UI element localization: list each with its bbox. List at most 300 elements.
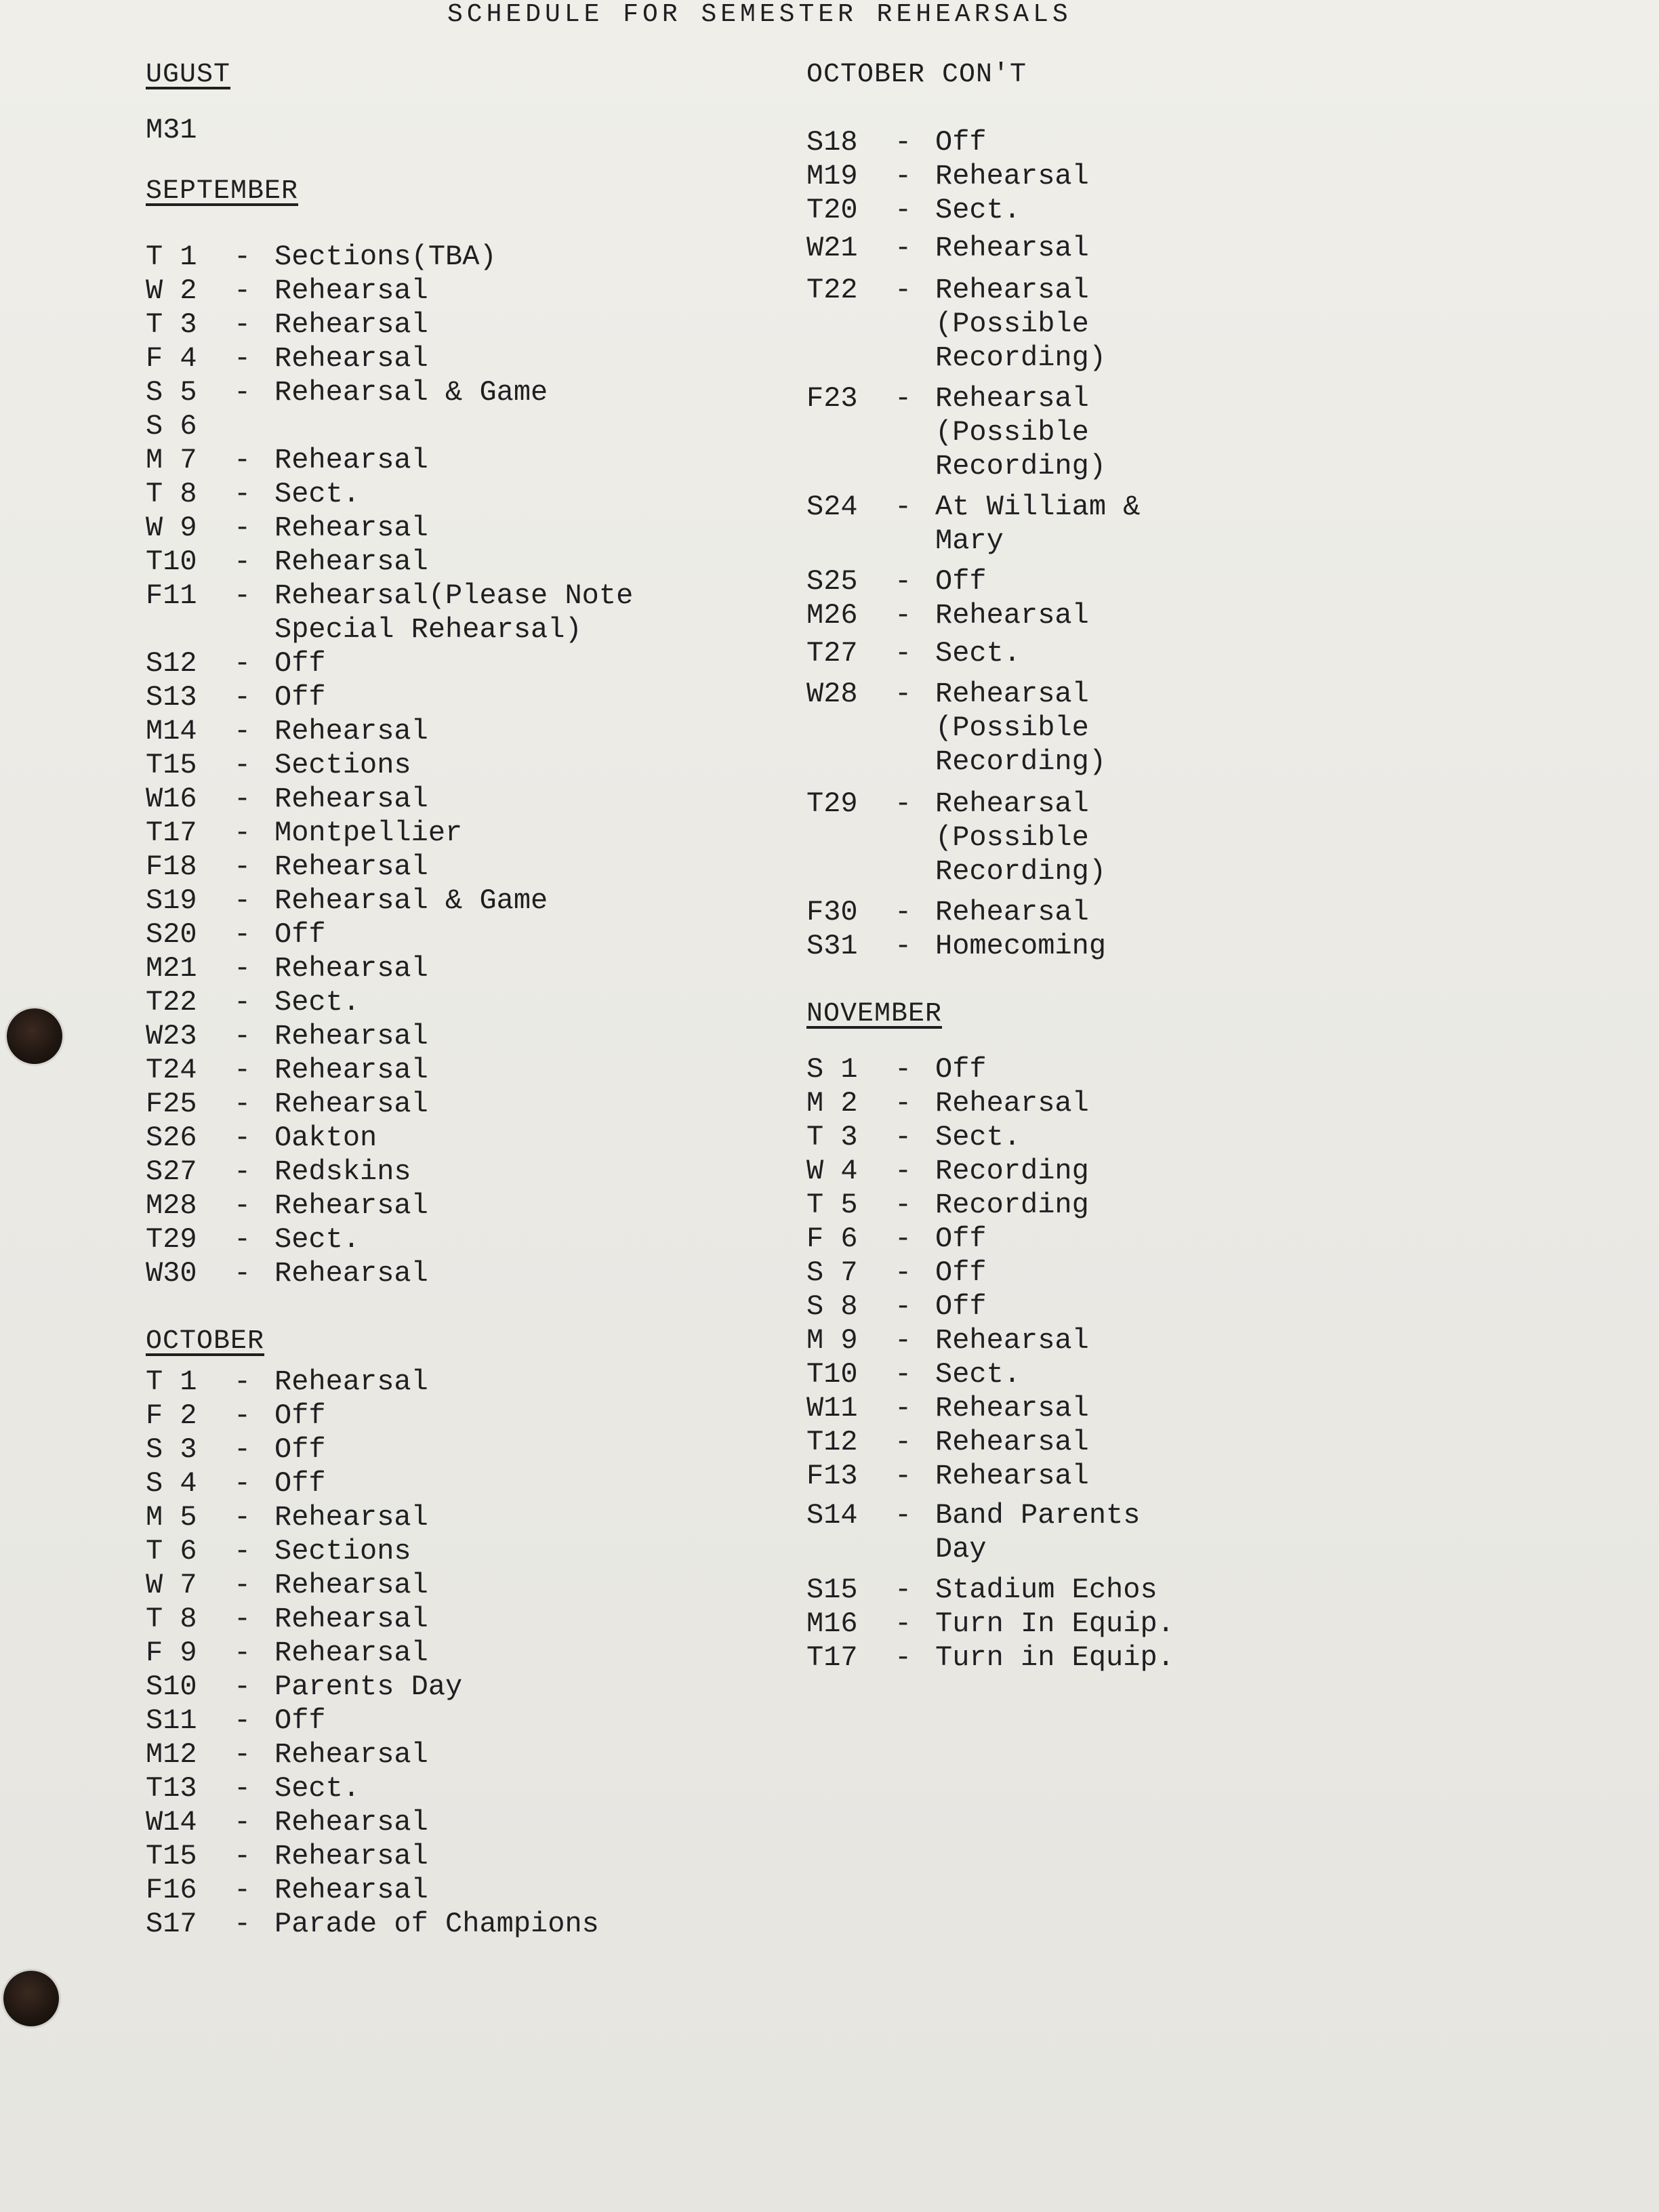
entry-activity: Sect. (935, 194, 1021, 226)
entry-day: T15 (146, 749, 197, 781)
entry-activity: Turn In Equip. (935, 1607, 1174, 1640)
entry-activity: Off (935, 565, 987, 598)
entry-dash: - (895, 1121, 912, 1153)
entry-dash: - (234, 783, 251, 815)
entry-dash: - (234, 1704, 251, 1737)
entry-day: M14 (146, 715, 197, 747)
schedule-entry (806, 1154, 1174, 1188)
entry-activity: Rehearsal (274, 1020, 428, 1052)
entry-day: T 8 (146, 1603, 197, 1635)
entry-dash: - (895, 1499, 912, 1532)
entry-activity: At William & Mary (935, 491, 1141, 557)
schedule-entry (806, 490, 1174, 558)
entry-day: S 1 (806, 1053, 858, 1086)
entry-day: S12 (146, 647, 197, 680)
left-column (146, 58, 633, 1941)
entry-dash: - (234, 444, 251, 476)
entry-activity: Band Parents Day (935, 1499, 1141, 1565)
entry-dash: - (895, 1155, 912, 1187)
schedule-section (146, 58, 633, 147)
entry-dash: - (895, 491, 912, 523)
entry-activity: Rehearsal (274, 1088, 428, 1120)
schedule-entry (146, 1602, 633, 1636)
entry-dash: - (234, 1603, 251, 1635)
entry-day: T22 (146, 986, 197, 1019)
entry-day: W16 (146, 783, 197, 815)
schedule-entry (146, 477, 633, 511)
entry-activity: Sect. (274, 478, 361, 510)
entry-day: S 4 (146, 1467, 197, 1500)
entry-dash: - (234, 1840, 251, 1872)
schedule-section (806, 997, 1174, 1675)
entry-dash: - (895, 1053, 912, 1086)
entry-activity: Rehearsal (935, 1392, 1089, 1425)
entry-day: W30 (146, 1257, 197, 1290)
schedule-entry (146, 545, 633, 579)
entry-dash: - (234, 1223, 251, 1256)
entry-activity: Off (935, 1223, 987, 1255)
entry-day: S24 (806, 491, 858, 523)
entry-dash: - (234, 1637, 251, 1669)
entry-activity: Rehearsal(Please Note Special Rehearsal) (274, 579, 634, 646)
schedule-entry (146, 1738, 633, 1771)
entry-day: T13 (146, 1772, 197, 1805)
entry-day: F30 (806, 896, 858, 928)
schedule-entry (146, 951, 633, 985)
entry-dash: - (895, 896, 912, 928)
schedule-entry (806, 1607, 1174, 1641)
entry-dash: - (234, 478, 251, 510)
entry-day: W 9 (146, 512, 197, 544)
schedule-entry (146, 1670, 633, 1704)
entry-dash: - (895, 126, 912, 159)
schedule-entry (146, 1155, 633, 1189)
entry-day: T 1 (146, 1366, 197, 1398)
entry-activity: Sections (274, 1535, 411, 1568)
schedule-entry (146, 1500, 633, 1534)
entry-day: F18 (146, 851, 197, 883)
schedule-entry (146, 884, 633, 918)
schedule-entry (146, 816, 633, 850)
entry-day: F 9 (146, 1637, 197, 1669)
entry-activity: Rehearsal (935, 1324, 1089, 1357)
entry-dash: - (234, 1054, 251, 1086)
entry-day: S27 (146, 1155, 197, 1188)
entry-day: S15 (806, 1574, 858, 1606)
entry-dash: - (234, 1467, 251, 1500)
schedule-entry (146, 1568, 633, 1602)
entry-day: F25 (146, 1088, 197, 1120)
schedule-entry (146, 1467, 633, 1500)
schedule-entry (146, 714, 633, 748)
schedule-entry (806, 125, 1174, 159)
entry-day: S11 (146, 1704, 197, 1737)
entry-day: F 4 (146, 342, 197, 375)
entry-dash: - (234, 1501, 251, 1534)
schedule-entry (806, 1188, 1174, 1222)
schedule-entry (146, 1399, 633, 1433)
entry-activity: Homecoming (935, 930, 1107, 962)
entry-dash: - (895, 930, 912, 962)
entry-activity: Off (935, 1290, 987, 1323)
schedule-entry (146, 918, 633, 951)
entry-activity: Rehearsal (274, 512, 428, 544)
entry-activity: Rehearsal (935, 896, 1089, 928)
schedule-entry (146, 1704, 633, 1738)
entry-day: T10 (146, 546, 197, 578)
entry-dash: - (234, 342, 251, 375)
entry-day: T22 (806, 274, 858, 306)
entry-dash: - (234, 681, 251, 714)
entry-activity: Sect. (935, 637, 1021, 670)
schedule-section (146, 174, 633, 1290)
entry-day: F16 (146, 1874, 197, 1906)
entry-activity: Off (274, 1433, 326, 1466)
schedule-entry (146, 1053, 633, 1087)
entry-day: S17 (146, 1908, 197, 1940)
schedule-entry (146, 1433, 633, 1467)
entry-day: T 3 (146, 308, 197, 341)
entry-activity: Rehearsal (935, 1460, 1089, 1492)
entry-activity: Rehearsal (274, 1569, 428, 1601)
schedule-entry (146, 511, 633, 545)
entry-activity: Off (935, 1053, 987, 1086)
entry-dash: - (895, 274, 912, 306)
entry-activity: Rehearsal (274, 952, 428, 985)
entry-activity: Rehearsal (274, 1501, 428, 1534)
entry-activity: Parents Day (274, 1671, 463, 1703)
schedule-entry (146, 1805, 633, 1839)
schedule-entry (146, 274, 633, 308)
entry-activity: Rehearsal (935, 1426, 1089, 1458)
schedule-entry (806, 1222, 1174, 1256)
entry-day: M 9 (806, 1324, 858, 1357)
entry-day: S10 (146, 1671, 197, 1703)
entry-activity: Rehearsal (Possible Recording) (935, 787, 1107, 888)
entry-day: T 6 (146, 1535, 197, 1568)
entry-dash: - (895, 1189, 912, 1221)
entry-activity: Rehearsal (Possible Recording) (935, 274, 1107, 374)
entry-day: T 8 (146, 478, 197, 510)
schedule-section (146, 1324, 633, 1941)
entry-dash: - (234, 1122, 251, 1154)
entry-activity: Rehearsal (935, 232, 1089, 264)
entry-dash: - (234, 647, 251, 680)
entry-dash: - (234, 1874, 251, 1906)
entry-activity: Rehearsal (935, 599, 1089, 632)
schedule-entry (146, 342, 633, 375)
entry-day: T20 (806, 194, 858, 226)
entry-day: F 6 (806, 1223, 858, 1255)
entry-day: W 2 (146, 274, 197, 307)
entry-dash: - (234, 1738, 251, 1771)
entry-day: T 1 (146, 241, 197, 273)
entry-dash: - (234, 1908, 251, 1940)
schedule-entry (146, 1534, 633, 1568)
schedule-entry (146, 1839, 633, 1873)
schedule-entry (806, 677, 1174, 779)
entry-day: F11 (146, 579, 197, 612)
entry-activity: Off (935, 126, 987, 159)
entry-activity: Sect. (935, 1358, 1021, 1391)
schedule-entry (806, 1641, 1174, 1675)
schedule-entry (146, 240, 633, 274)
schedule-entry (146, 1087, 633, 1121)
entry-day: S26 (146, 1122, 197, 1154)
entry-day: W14 (146, 1806, 197, 1839)
punch-hole-upper (7, 1008, 62, 1064)
entry-dash: - (895, 1607, 912, 1640)
schedule-entry (146, 1121, 633, 1155)
entry-day: M 7 (146, 444, 197, 476)
entry-day: S 6 (146, 410, 197, 443)
entry-day: W23 (146, 1020, 197, 1052)
entry-activity: Recording (935, 1189, 1089, 1221)
schedule-entry (806, 1052, 1174, 1086)
entry-activity: Rehearsal (274, 1603, 428, 1635)
entry-dash: - (895, 1087, 912, 1120)
entry-day: M 5 (146, 1501, 197, 1534)
entry-dash: - (895, 1460, 912, 1492)
schedule-entry (146, 1873, 633, 1907)
section-heading: OCTOBER (146, 1326, 265, 1357)
schedule-entry (806, 1357, 1174, 1391)
entry-activity: Rehearsal (274, 1874, 428, 1906)
entry-day: T29 (146, 1223, 197, 1256)
schedule-entry (146, 1365, 633, 1399)
schedule-entry (146, 1019, 633, 1053)
entry-day: S31 (806, 930, 858, 962)
entry-activity: Rehearsal (274, 274, 428, 307)
schedule-entry (146, 1771, 633, 1805)
section-heading: OCTOBER CON'T (806, 60, 1027, 90)
entry-activity: Off (274, 1399, 326, 1432)
entry-dash: - (234, 952, 251, 985)
entry-dash: - (895, 160, 912, 192)
entry-activity: Sect. (274, 1772, 361, 1805)
entry-dash: - (234, 1535, 251, 1568)
entry-activity: Sect. (274, 1223, 361, 1256)
schedule-entry (146, 1256, 633, 1290)
entry-dash: - (234, 986, 251, 1019)
entry-activity: Rehearsal (274, 1257, 428, 1290)
schedule-entry (806, 382, 1174, 483)
schedule-entry (806, 565, 1174, 598)
entry-activity: Rehearsal (935, 1087, 1089, 1120)
schedule-entry (806, 273, 1174, 375)
entry-dash: - (234, 817, 251, 849)
entry-day: T17 (806, 1641, 858, 1674)
schedule-entry (806, 895, 1174, 929)
entry-dash: - (234, 1366, 251, 1398)
entry-dash: - (234, 1189, 251, 1222)
entry-dash: - (895, 1324, 912, 1357)
entry-dash: - (234, 1257, 251, 1290)
entry-day: T 3 (806, 1121, 858, 1153)
entry-activity: Rehearsal (274, 851, 428, 883)
schedule-entry (146, 850, 633, 884)
entry-dash: - (234, 1772, 251, 1805)
entry-activity: Sections (274, 749, 411, 781)
entry-activity: Parade of Champions (274, 1908, 599, 1940)
entry-day: S 3 (146, 1433, 197, 1466)
schedule-entry (146, 1907, 633, 1941)
schedule-entry (146, 680, 633, 714)
entry-day: W21 (806, 232, 858, 264)
section-heading: SEPTEMBER (146, 176, 299, 207)
entry-activity: Rehearsal (274, 1637, 428, 1669)
entry-dash: - (234, 1155, 251, 1188)
entry-dash: - (895, 787, 912, 820)
entry-activity: Rehearsal (274, 444, 428, 476)
entry-activity: Montpellier (274, 817, 463, 849)
entry-day: S25 (806, 565, 858, 598)
schedule-entry (146, 647, 633, 680)
schedule-entry (806, 1324, 1174, 1357)
schedule-entry (806, 1120, 1174, 1154)
entry-dash: - (895, 1358, 912, 1391)
entry-activity: Redskins (274, 1155, 411, 1188)
entry-dash: - (234, 512, 251, 544)
entry-activity: Off (274, 1467, 326, 1500)
entry-dash: - (234, 1433, 251, 1466)
entry-activity: Rehearsal (274, 308, 428, 341)
entry-day: F 2 (146, 1399, 197, 1432)
schedule-entry (806, 1459, 1174, 1493)
schedule-entry (146, 985, 633, 1019)
entry-day: S14 (806, 1499, 858, 1532)
entry-dash: - (895, 382, 912, 415)
entry-dash: - (895, 599, 912, 632)
entry-day: T 5 (806, 1189, 858, 1221)
entry-activity: Off (274, 681, 326, 714)
entry-dash: - (234, 851, 251, 883)
entry-day: M31 (146, 114, 197, 146)
entry-day: T12 (806, 1426, 858, 1458)
entry-day: W28 (806, 678, 858, 710)
entry-day: S 8 (806, 1290, 858, 1323)
entry-activity: Rehearsal (274, 1840, 428, 1872)
schedule-entry (806, 1391, 1174, 1425)
entry-day: S 5 (146, 376, 197, 409)
section-heading: NOVEMBER (806, 999, 943, 1029)
entry-dash: - (895, 637, 912, 670)
page-title: SCHEDULE FOR SEMESTER REHEARSALS (447, 0, 1072, 29)
schedule-entry (146, 1223, 633, 1256)
entry-activity: Rehearsal (274, 1806, 428, 1839)
entry-dash: - (234, 918, 251, 951)
entry-activity: Stadium Echos (935, 1574, 1158, 1606)
entry-dash: - (895, 232, 912, 264)
entry-activity: Turn in Equip. (935, 1641, 1174, 1674)
entry-dash: - (234, 1020, 251, 1052)
entry-dash: - (234, 376, 251, 409)
entry-activity: Rehearsal (274, 715, 428, 747)
entry-dash: - (234, 1569, 251, 1601)
schedule-entry (146, 409, 633, 443)
schedule-entry (146, 1636, 633, 1670)
schedule-entry (146, 1189, 633, 1223)
entry-dash: - (234, 308, 251, 341)
entry-dash: - (234, 884, 251, 917)
entry-dash: - (234, 1806, 251, 1839)
entry-day: S 7 (806, 1256, 858, 1289)
entry-activity: Rehearsal (274, 1189, 428, 1222)
entry-day: M 2 (806, 1087, 858, 1120)
entry-day: T24 (146, 1054, 197, 1086)
entry-dash: - (895, 1641, 912, 1674)
schedule-entry (806, 929, 1174, 963)
entry-activity: Rehearsal (274, 783, 428, 815)
entry-activity: Rehearsal (935, 160, 1089, 192)
punch-hole-lower (3, 1971, 59, 2026)
entry-day: W 7 (146, 1569, 197, 1601)
entry-activity: Rehearsal (274, 1366, 428, 1398)
schedule-entry (146, 748, 633, 782)
entry-activity: Rehearsal (Possible Recording) (935, 678, 1107, 778)
entry-day: M21 (146, 952, 197, 985)
schedule-entry (806, 1573, 1174, 1607)
entry-day: M28 (146, 1189, 197, 1222)
schedule-entry (146, 308, 633, 342)
entry-activity: Off (935, 1256, 987, 1289)
entry-day: S13 (146, 681, 197, 714)
entry-dash: - (234, 1671, 251, 1703)
schedule-entry (806, 193, 1174, 227)
entry-day: T10 (806, 1358, 858, 1391)
entry-day: W 4 (806, 1155, 858, 1187)
entry-activity: Recording (935, 1155, 1089, 1187)
entry-activity: Oakton (274, 1122, 377, 1154)
entry-dash: - (234, 274, 251, 307)
entry-activity: Rehearsal (274, 546, 428, 578)
schedule-entry (146, 782, 633, 816)
entry-day: S19 (146, 884, 197, 917)
entry-dash: - (234, 1088, 251, 1120)
entry-activity: Sect. (935, 1121, 1021, 1153)
schedule-entry (806, 159, 1174, 193)
schedule-entry (806, 1256, 1174, 1290)
schedule-entry (146, 375, 633, 409)
entry-day: T15 (146, 1840, 197, 1872)
entry-activity: Rehearsal (274, 342, 428, 375)
entry-day: W11 (806, 1392, 858, 1425)
schedule-entry (806, 636, 1174, 670)
entry-dash: - (895, 1426, 912, 1458)
right-column (806, 58, 1174, 1675)
entry-activity: Rehearsal (274, 1054, 428, 1086)
entry-dash: - (234, 749, 251, 781)
entry-dash: - (234, 715, 251, 747)
schedule-section (806, 58, 1174, 963)
section-heading: UGUST (146, 60, 231, 90)
entry-dash: - (234, 1399, 251, 1432)
entry-day: T17 (146, 817, 197, 849)
entry-dash: - (895, 194, 912, 226)
entry-dash: - (895, 1574, 912, 1606)
entry-dash: - (895, 1256, 912, 1289)
schedule-entry (806, 231, 1174, 265)
entry-day: S18 (806, 126, 858, 159)
entry-day: M19 (806, 160, 858, 192)
entry-day: M26 (806, 599, 858, 632)
entry-day: M16 (806, 1607, 858, 1640)
schedule-entry (146, 443, 633, 477)
entry-activity: Off (274, 918, 326, 951)
entry-activity: Rehearsal & Game (274, 884, 548, 917)
schedule-entry (806, 1086, 1174, 1120)
entry-day: T27 (806, 637, 858, 670)
